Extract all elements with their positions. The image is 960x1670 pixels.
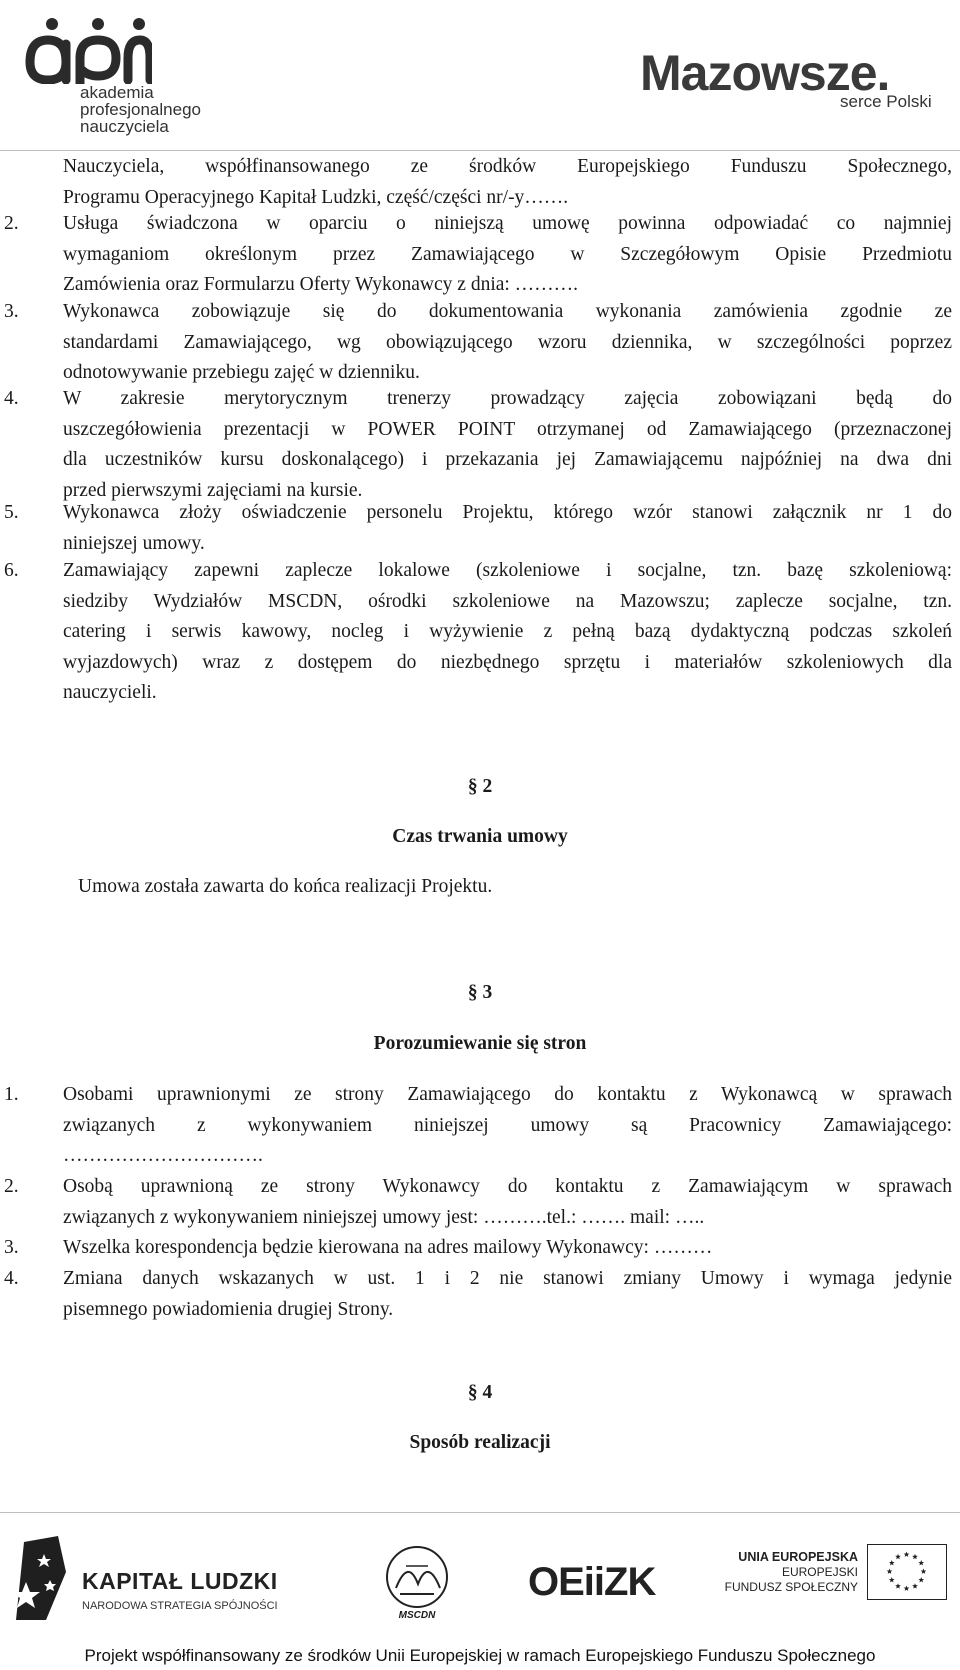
list-text: [63, 1172, 952, 1233]
list-number: 2.: [4, 213, 19, 234]
list-number: 1.: [4, 1084, 19, 1105]
eu-star-icon: [895, 1583, 901, 1588]
kapital-ludzki-subtitle: NARODOWA STRATEGIA SPÓJNOŚCI: [82, 1600, 278, 1612]
continuation-paragraph: [63, 152, 952, 213]
eu-logo: [700, 1544, 950, 1614]
text-line: uszczegółowienia prezentacji w POWER POINT otrzymanej od Zamawiającego (przeznaczonej: [63, 418, 952, 440]
text-line: Nauczyciela, współfinansowanego ze środków Europejskiego Funduszu Społecznego,: [63, 156, 952, 177]
mscdn-emblem-icon: [378, 1544, 456, 1610]
text-line: dla uczestników kursu doskonalącego) i przekazania jej Zamawiającemu najpóźniej na dwa dni: [63, 449, 952, 470]
list-text: [63, 384, 952, 506]
text-line: związanych z wykonywaniem niniejszej umowy są Pracownicy Zamawiającego:: [63, 1114, 952, 1136]
text-line: wyjazdowych) wraz z dostępem do niezbędnego sprzętu i materiałów szkoleniowych dla: [63, 651, 952, 673]
text-line: siedziby Wydziałów MSCDN, ośrodki szkoleniowe na Mazowszu; zaplecze socjalne, tzn.: [63, 590, 952, 612]
mazowsze-wordmark: Mazowsze.: [640, 45, 890, 101]
apn-line-1: akademia: [80, 83, 154, 102]
text-line: Wszelka korespondencja będzie kierowana na adres mailowy Wykonawcy: ………: [63, 1237, 713, 1258]
apn-logo-text: [80, 84, 201, 135]
list-number: 4.: [4, 1268, 19, 1289]
footer-caption: Projekt współfinansowany ze środków Unii Europejskiej w ramach Europejskiego Funduszu Społecznego: [84, 1646, 876, 1665]
text-line: związanych z wykonywaniem niniejszej umowy jest: ……….tel.: ……. mail: …..: [63, 1206, 705, 1228]
list-text: [63, 297, 952, 389]
section-3-mark: § 3: [467, 982, 493, 1003]
eu-star-icon: [918, 1560, 924, 1565]
eu-star-icon: [904, 1586, 910, 1591]
eu-stars-icon: [868, 1545, 945, 1598]
eu-star-icon: [904, 1552, 910, 1557]
list-number: 2.: [4, 1176, 19, 1197]
list-text: [63, 1080, 952, 1172]
eu-line-3: FUNDUSZ SPOŁECZNY: [724, 1580, 858, 1594]
text-line: nauczycieli.: [63, 682, 157, 703]
text-line: W zakresie merytorycznym trenerzy prowadzący zajęcia zobowiązani będą do: [63, 388, 952, 409]
text-line: pisemnego powiadomienia drugiej Strony.: [63, 1298, 394, 1320]
text-line: wymaganiom określonym przez Zamawiającego w Szczegółowym Opisie Przedmiotu: [63, 243, 952, 265]
eu-line-1: UNIA EUROPEJSKA: [738, 1550, 858, 1564]
section-2-mark: § 2: [467, 776, 493, 797]
text-line: standardami Zamawiającego, wg obowiązującego wzoru dziennika, w szczególności poprzez: [63, 331, 952, 353]
list-text: [63, 556, 952, 709]
list-text: [63, 209, 952, 301]
page-header: [0, 0, 960, 150]
eu-star-icon: [895, 1554, 901, 1559]
kapital-ludzki-title: KAPITAŁ LUDZKI: [82, 1568, 278, 1594]
text-line: Usługa świadczona w oparciu o niniejszą umowę powinna odpowiadać co najmniej: [63, 213, 952, 234]
list-text: [63, 1264, 952, 1325]
apn-line-2: profesjonalnego: [80, 100, 201, 119]
footer-divider: [0, 1512, 960, 1513]
eu-line-2: EUROPEJSKI: [781, 1565, 858, 1579]
mazowsze-tagline: serce Polski: [840, 92, 932, 111]
eu-star-icon: [887, 1569, 893, 1574]
eu-flag-icon: [867, 1544, 947, 1600]
apn-logo-mark: [22, 14, 152, 84]
list-number: 4.: [4, 388, 19, 409]
text-line: Zamówienia oraz Formularzu Oferty Wykonawcy z dnia: ……….: [63, 274, 579, 295]
apn-line-3: nauczyciela: [80, 117, 169, 136]
section-3-title: Porozumiewanie się stron: [373, 1033, 587, 1054]
list-number: 5.: [4, 502, 19, 523]
mscdn-logo: [378, 1544, 456, 1630]
text-line: Zamawiający zapewni zaplecze lokalowe (szkoleniowe i socjalne, tzn. bazę szkoleniową:: [63, 560, 952, 581]
section-4-title: Sposób realizacji: [409, 1432, 551, 1453]
list-text: [63, 1233, 952, 1264]
eu-logo-text: [700, 1550, 858, 1595]
mazowsze-logo: [640, 44, 940, 114]
eu-star-icon: [921, 1569, 927, 1574]
section-4-mark: § 4: [467, 1382, 493, 1403]
list-number: 3.: [4, 301, 19, 322]
eu-star-icon: [912, 1554, 918, 1559]
list-number: 3.: [4, 1237, 19, 1258]
section-2-text: Umowa została zawarta do końca realizacji Projektu.: [78, 876, 493, 897]
text-line: przed pierwszymi zajęciami na kursie.: [63, 479, 363, 501]
section-2-title: Czas trwania umowy: [392, 826, 568, 847]
text-line: Osobami uprawnionymi ze strony Zamawiającego do kontaktu z Wykonawcą w sprawach: [63, 1084, 952, 1105]
eu-star-icon: [889, 1577, 895, 1582]
mscdn-label: MSCDN: [398, 1610, 436, 1621]
text-line: Wykonawca zobowiązuje się do dokumentowania wykonania zamówienia zgodnie ze: [63, 301, 952, 322]
text-line: Zmiana danych wskazanych w ust. 1 i 2 nie stanowi zmiany Umowy i wymaga jedynie: [63, 1268, 952, 1289]
text-line: catering i serwis kawowy, nocleg i wyżywienie z pełną bazą dydaktyczną podczas szkoleń: [63, 621, 952, 642]
text-line: Wykonawca złoży oświadczenie personelu Projektu, którego wzór stanowi załącznik nr 1 do: [63, 502, 952, 523]
list-number: 6.: [4, 560, 19, 581]
eu-star-icon: [912, 1583, 918, 1588]
kapital-ludzki-logo: [6, 1532, 276, 1624]
text-line: Osobą uprawnioną ze strony Wykonawcy do kontaktu z Zamawiającym w sprawach: [63, 1176, 952, 1197]
apn-logo: [22, 14, 212, 139]
text-line: odnotowywanie przebiegu zajęć w dzienniku.: [63, 362, 420, 383]
eu-star-icon: [918, 1577, 924, 1582]
text-line: niniejszej umowy.: [63, 532, 205, 554]
list-text: [63, 498, 952, 559]
eu-star-icon: [889, 1560, 895, 1565]
text-line: ………………………….: [63, 1145, 263, 1166]
header-divider: [0, 150, 960, 151]
page-footer: [0, 1520, 960, 1670]
kapital-ludzki-emblem-icon: [6, 1532, 76, 1624]
oeiizk-logo: OEiiZK: [528, 1560, 656, 1604]
text-line: Programu Operacyjnego Kapitał Ludzki, część/części nr/-y…….: [63, 186, 569, 208]
